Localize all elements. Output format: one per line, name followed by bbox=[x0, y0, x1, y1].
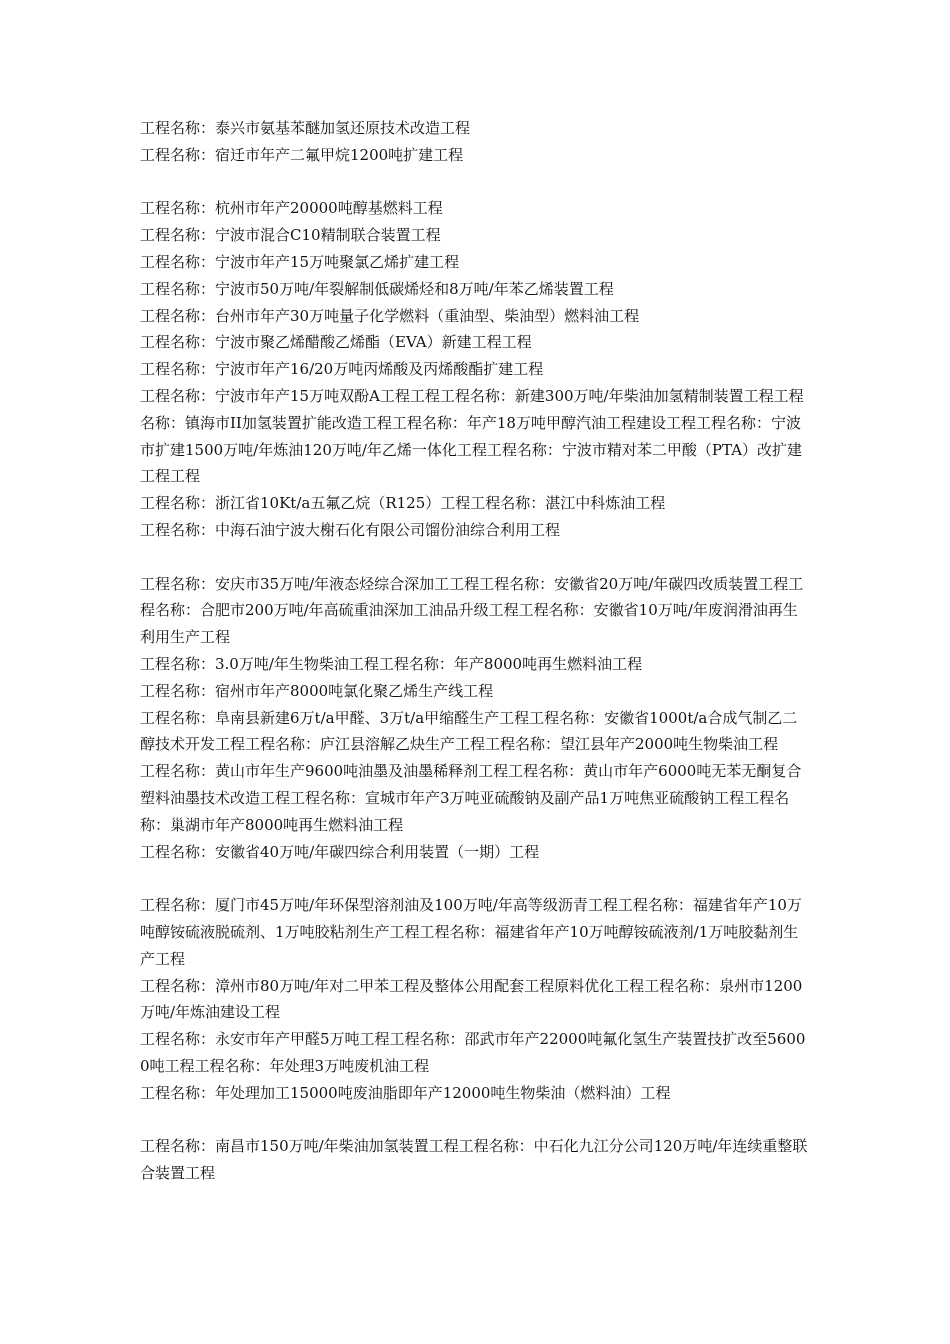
project-group-2 bbox=[140, 195, 810, 543]
document-body bbox=[140, 115, 810, 1214]
project-group-3 bbox=[140, 571, 810, 866]
project-group-4 bbox=[140, 892, 810, 1106]
project-entry: 工程名称：黄山市年生产9600吨油墨及油墨稀释剂工程工程名称：黄山市年产6000吨无苯无酮复合塑料油墨技术改造工程工程名称：宣城市年产3万吨亚硫酸钠及副产品1万吨焦亚硫酸钠工程工程名称：巢湖市年产8000吨再生燃料油工程 bbox=[140, 762, 802, 834]
project-entry: 工程名称：宁波市混合C10精制联合装置工程 bbox=[140, 226, 441, 245]
project-entry: 工程名称：厦门市45万吨/年环保型溶剂油及100万吨/年高等级沥青工程工程名称：福建省年产10万吨醇铵硫液脱硫剂、1万吨胶粘剂生产工程工程名称：福建省年产10万吨醇铵硫液剂/1万吨胶黏剂生产工程 bbox=[140, 896, 802, 968]
project-group-5 bbox=[140, 1133, 810, 1187]
project-entry: 工程名称：中海石油宁波大榭石化有限公司馏份油综合利用工程 bbox=[140, 520, 561, 539]
project-entry: 工程名称：宿州市年产8000吨氯化聚乙烯生产线工程 bbox=[140, 681, 494, 700]
project-entry: 工程名称：年处理加工15000吨废油脂即年产12000吨生物柴油（燃料油）工程 bbox=[140, 1083, 671, 1102]
project-entry: 工程名称：安庆市35万吨/年液态烃综合深加工工程工程名称：安徽省20万吨/年碳四改质装置工程工程名称：合肥市200万吨/年高硫重油深加工油品升级工程工程名称：安徽省10万吨/年废润滑油再生利用生产工程 bbox=[140, 574, 804, 647]
project-entry: 工程名称：永安市年产甲醛5万吨工程工程名称：邵武市年产22000吨氟化氢生产装置技扩改至56000吨工程工程名称：年处理3万吨废机油工程 bbox=[140, 1030, 806, 1075]
project-entry: 工程名称：阜南县新建6万t/a甲醛、3万t/a甲缩醛生产工程工程名称：安徽省1000t/a合成气制乙二醇技术开发工程工程名称：庐江县溶解乙炔生产工程工程名称：望江县年产2000吨生物柴油工程 bbox=[140, 708, 798, 754]
project-entry: 工程名称：宁波市年产15万吨双酚A工程工程工程名称：新建300万吨/年柴油加氢精制装置工程工程名称：镇海市II加氢装置扩能改造工程工程名称：年产18万吨甲醇汽油工程建设工程工程名称：宁波市扩建1500万吨/年炼油120万吨/年乙烯一体化工程工程名称：宁波市精对苯二甲酸（PTA）改扩建工程工程 bbox=[140, 386, 804, 486]
project-entry: 工程名称：南昌市150万吨/年柴油加氢装置工程工程名称：中石化九江分公司120万吨/年连续重整联合装置工程 bbox=[140, 1137, 808, 1183]
project-entry: 工程名称：宁波市聚乙烯醋酸乙烯酯（EVA）新建工程工程 bbox=[140, 333, 532, 352]
project-entry: 工程名称：漳州市80万吨/年对二甲苯工程及整体公用配套工程原料优化工程工程名称：泉州市1200万吨/年炼油建设工程 bbox=[140, 976, 803, 1022]
project-entry: 工程名称：泰兴市氨基苯醚加氢还原技术改造工程 bbox=[140, 119, 471, 137]
project-entry: 工程名称：3.0万吨/年生物柴油工程工程名称：年产8000吨再生燃料油工程 bbox=[140, 654, 643, 673]
project-entry: 工程名称：宿迁市年产二氟甲烷1200吨扩建工程 bbox=[140, 145, 464, 164]
project-entry: 工程名称：安徽省40万吨/年碳四综合利用装置（一期）工程 bbox=[140, 842, 540, 861]
project-entry: 工程名称：宁波市50万吨/年裂解制低碳烯烃和8万吨/年苯乙烯装置工程 bbox=[140, 279, 614, 298]
project-entry: 工程名称：浙江省10Kt/a五氟乙烷（R125）工程工程名称：湛江中科炼油工程 bbox=[140, 494, 666, 513]
project-entry: 工程名称：宁波市年产15万吨聚氯乙烯扩建工程 bbox=[140, 252, 460, 271]
project-entry: 工程名称：杭州市年产20000吨醇基燃料工程 bbox=[140, 199, 443, 218]
project-entry: 工程名称：宁波市年产16/20万吨丙烯酸及丙烯酸酯扩建工程 bbox=[140, 360, 544, 379]
project-entry: 工程名称：台州市年产30万吨量子化学燃料（重油型、柴油型）燃料油工程 bbox=[140, 306, 640, 325]
project-group-1 bbox=[140, 115, 810, 169]
